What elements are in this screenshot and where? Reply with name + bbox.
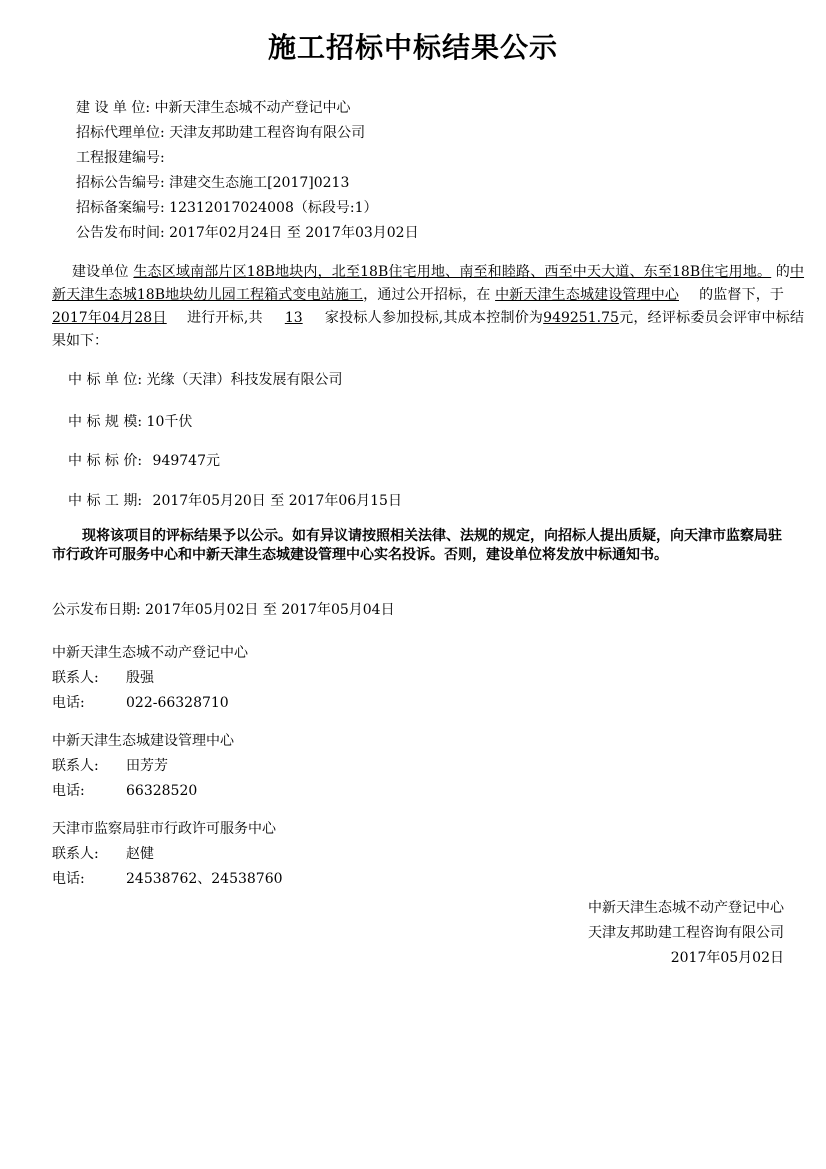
project-location: 生态区域南部片区18B地块内，北至18B住宅用地、南至和睦路、西至中天大道、东至18B住宅用地。 [133,264,772,280]
announce-no-row [76,171,349,196]
publicity-period: 公示发布日期: 2017年05月02日 至 2017年05月04日 [52,602,395,618]
project-no-row [76,146,165,171]
para-text-3: ，通过公开招标，在 [363,287,491,303]
owner-row [76,96,351,121]
contact-person-row [52,842,283,867]
contact-person-label: 联系人: [52,846,99,862]
record-no-value: 12312017024008（标段号:1） [169,200,378,216]
contact-phone: 24538762、24538760 [126,871,283,887]
price-row [68,450,220,470]
signature-date: 2017年05月02日 [670,950,784,966]
signature-block [588,896,784,971]
objection-notice: 现将该项目的评标结果予以公示。如有异议请按照相关法律、法规的规定，向招标人提出质疑，向天津市监察局驻市行政许可服务中心和中新天津生态城建设管理中心实名投诉。否则，建设单位将发放中标通知书。 [52,528,782,563]
record-no-row [76,196,378,221]
contact-phone: 022-66328710 [126,695,229,711]
period-value: 2017年05月20日 至 2017年06月15日 [152,493,402,509]
contact-person-row [52,666,248,691]
description-paragraph [52,261,804,353]
contact-phone-row [52,779,234,804]
contact-org: 天津市监察局驻市行政许可服务中心 [52,821,276,837]
contact-block-2 [52,729,234,804]
para-text-2: 的 [775,264,791,280]
contact-person: 赵健 [126,846,154,862]
contact-org: 中新天津生态城建设管理中心 [52,733,234,749]
agent-label: 招标代理单位: [76,125,165,141]
signature-org-2: 天津友邦助建工程咨询有限公司 [588,925,784,941]
project-name: 中新天津生态城18B地块幼儿园工程箱式变电站施工 [52,264,805,303]
contact-block-3 [52,817,283,892]
open-date: 2017年04月28日 [52,310,167,326]
para-text-7: 元，经评标委员会评审中标结果如下： [52,310,804,349]
bidder-count: 13 [284,310,303,326]
contact-phone-row [52,691,248,716]
contact-block-1 [52,641,248,716]
scale-row [68,411,192,431]
para-text-4: 的监督下，于 [699,287,785,303]
contact-person: 殷强 [126,670,154,686]
winner-row [68,369,343,389]
contact-phone-row [52,867,283,892]
scale-value: 10千伏 [146,414,193,430]
agent-row [76,121,365,146]
contact-person-label: 联系人: [52,670,99,686]
contact-phone: 66328520 [126,783,198,799]
publish-time-value: 2017年02月24日 至 2017年03月02日 [169,225,419,241]
winner-value: 光缘（天津）科技发展有限公司 [146,372,343,388]
contact-phone-label: 电话: [52,695,85,711]
contact-person: 田芳芳 [126,758,168,774]
owner-value: 中新天津生态城不动产登记中心 [154,100,351,116]
supervisor-name: 中新天津生态城建设管理中心 [495,287,679,303]
project-no-label: 工程报建编号: [76,150,165,166]
agent-value: 天津友邦助建工程咨询有限公司 [169,125,366,141]
para-text-6: 家投标人参加投标,其成本控制价为 [324,310,544,326]
publish-time-label: 公告发布时间: [76,225,165,241]
owner-label: 建 设 单 位: [76,100,151,116]
signature-org-1: 中新天津生态城不动产登记中心 [588,900,784,916]
contact-phone-label: 电话: [52,871,85,887]
scale-label: 中 标 规 模: [68,414,143,430]
record-no-label: 招标备案编号: [76,200,165,216]
price-label: 中 标 标 价: [68,453,143,469]
para-text-1: 建设单位 [72,264,129,280]
announce-no-value: 津建交生态施工[2017]0213 [169,175,350,191]
announce-no-label: 招标公告编号: [76,175,165,191]
para-text-5: 进行开标,共 [186,310,263,326]
contact-phone-label: 电话: [52,783,85,799]
winner-label: 中 标 单 位: [68,372,143,388]
period-row [68,490,402,510]
contact-person-row [52,754,234,779]
price-value: 949747元 [152,453,220,469]
contact-org: 中新天津生态城不动产登记中心 [52,645,248,661]
control-price: 949251.75 [543,310,619,326]
publish-time-row [76,221,419,246]
contact-person-label: 联系人: [52,758,99,774]
period-label: 中 标 工 期: [68,493,143,509]
page-title: 施工招标中标结果公示 [267,31,558,64]
